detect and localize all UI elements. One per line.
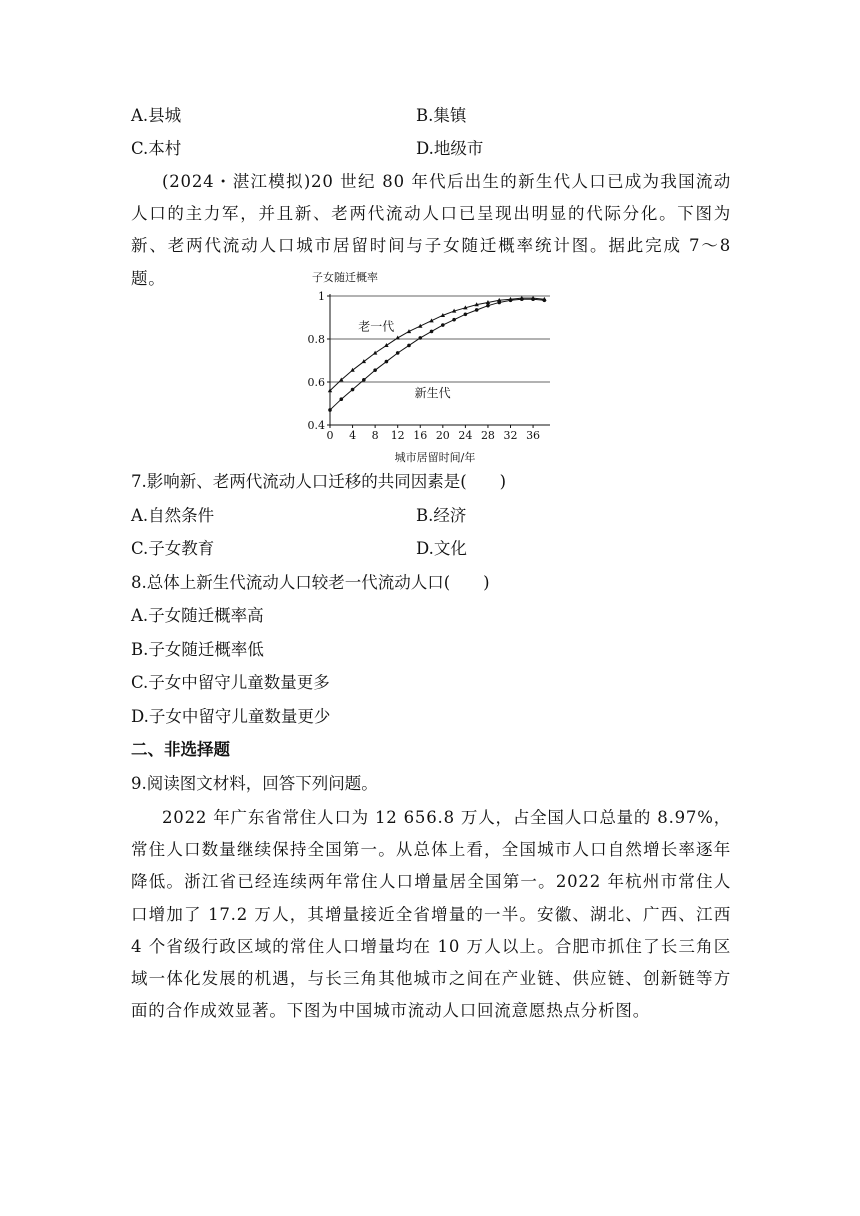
- old-generation-line: [330, 298, 544, 390]
- new-generation-point-16: [509, 299, 513, 303]
- new-generation-point-4: [373, 368, 377, 372]
- new-generation-point-14: [486, 304, 490, 308]
- new-generation-point-13: [475, 308, 479, 312]
- x-tick-label-0: 0: [326, 429, 334, 442]
- chart-xlabel: 城市居留时间/年: [394, 451, 476, 464]
- q9-stem: 9.阅读图文材料，回答下列问题。: [131, 774, 378, 793]
- new-generation-point-17: [520, 297, 524, 301]
- q8-stem: 8.总体上新生代流动人口较老一代流动人口( ): [131, 573, 490, 592]
- y-tick-label-3: 1: [318, 290, 325, 303]
- q7-8-intro-text: (2024・湛江模拟)20 世纪 80 年代后出生的新生代人口已成为我国流动人口的主力军，并且新、老两代流动人口已呈现出明显的代际分化。下图为新、老两代流动人口城市居留时间与子女随迁概率统计图。据此完成 7～8 题。: [131, 172, 731, 288]
- chart-ylabel: 子女随迁概率: [312, 271, 378, 284]
- q6-option-d: D.地级市: [416, 139, 484, 158]
- old-generation-point-5: [384, 343, 388, 347]
- x-tick-label-1: 4: [349, 429, 357, 442]
- q8-option-a: A.子女随迁概率高: [131, 606, 264, 625]
- q8-option-c: C.子女中留守儿童数量更多: [131, 673, 330, 692]
- chart-y-ticks: [308, 290, 331, 432]
- x-tick-label-8: 32: [503, 429, 518, 442]
- migration-probability-chart: [300, 265, 570, 465]
- x-tick-label-9: 36: [526, 429, 541, 442]
- new-generation-point-15: [497, 301, 501, 305]
- new-generation-point-11: [452, 318, 456, 322]
- x-tick-label-6: 24: [458, 429, 473, 442]
- new-generation-point-12: [464, 312, 468, 316]
- y-tick-label-0: 0.4: [307, 419, 325, 432]
- series-label-0: 老一代: [358, 319, 395, 334]
- q6-option-c: C.本村: [131, 139, 182, 158]
- y-tick-label-1: 0.6: [307, 376, 325, 389]
- new-generation-point-6: [396, 351, 400, 355]
- x-tick-label-7: 28: [480, 429, 495, 442]
- new-generation-point-10: [441, 323, 445, 327]
- q9-material: [131, 802, 731, 1027]
- chart-axes: [330, 294, 550, 425]
- x-tick-label-5: 20: [435, 429, 450, 442]
- q6-option-a: A.县城: [131, 106, 182, 125]
- old-generation-point-4: [373, 351, 377, 355]
- new-generation-point-9: [430, 330, 434, 334]
- chart-grid: [330, 296, 550, 382]
- q7-stem: 7.影响新、老两代流动人口迁移的共同因素是( ): [131, 472, 507, 491]
- y-tick-label-2: 0.8: [307, 333, 325, 346]
- q6-option-b: B.集镇: [416, 106, 467, 125]
- chart-annotations: [358, 318, 450, 400]
- chart-x-ticks: [327, 425, 541, 442]
- new-generation-point-2: [351, 388, 355, 392]
- x-tick-label-4: 16: [413, 429, 428, 442]
- q8-option-d: D.子女中留守儿童数量更少: [131, 707, 331, 726]
- q8-option-b: B.子女随迁概率低: [131, 640, 264, 659]
- new-generation-point-19: [543, 299, 547, 303]
- new-generation-point-0: [328, 408, 332, 412]
- q7-option-d: D.文化: [416, 539, 467, 558]
- new-generation-point-3: [362, 378, 366, 382]
- new-generation-point-5: [385, 360, 389, 364]
- new-generation-point-8: [418, 336, 422, 340]
- new-generation-point-7: [407, 344, 411, 348]
- new-generation-point-1: [339, 397, 343, 401]
- q7-option-c: C.子女教育: [131, 539, 215, 558]
- new-generation-point-18: [531, 297, 535, 301]
- x-tick-label-3: 12: [390, 429, 405, 442]
- q7-option-a: A.自然条件: [131, 506, 215, 525]
- section-heading: 二、非选择题: [131, 740, 230, 759]
- q9-material-text: 2022 年广东省常住人口为 12 656.8 万人，占全国人口总量的 8.97%，常住人口数量继续保持全国第一。从总体上看，全国城市人口自然增长率逐年降低。浙江省已经连续两年常住人口增量居全国第一。2022 年杭州市常住人口增加了 17.2 万人，其增量接近全省增量的一半。安徽、湖北、广西、江西 4 个省级行政区域的常住人口增量均在 10 万人以上。合肥市抓住了长三角区域一体化发展的机遇，与长三角其他城市之间在产业链、供应链、创新链等方面的合作成效显著。下图为中国城市流动人口回流意愿热点分析图。: [131, 808, 731, 1021]
- q7-option-b: B.经济: [416, 506, 467, 525]
- series-label-1: 新生代: [414, 386, 451, 401]
- x-tick-label-2: 8: [371, 429, 379, 442]
